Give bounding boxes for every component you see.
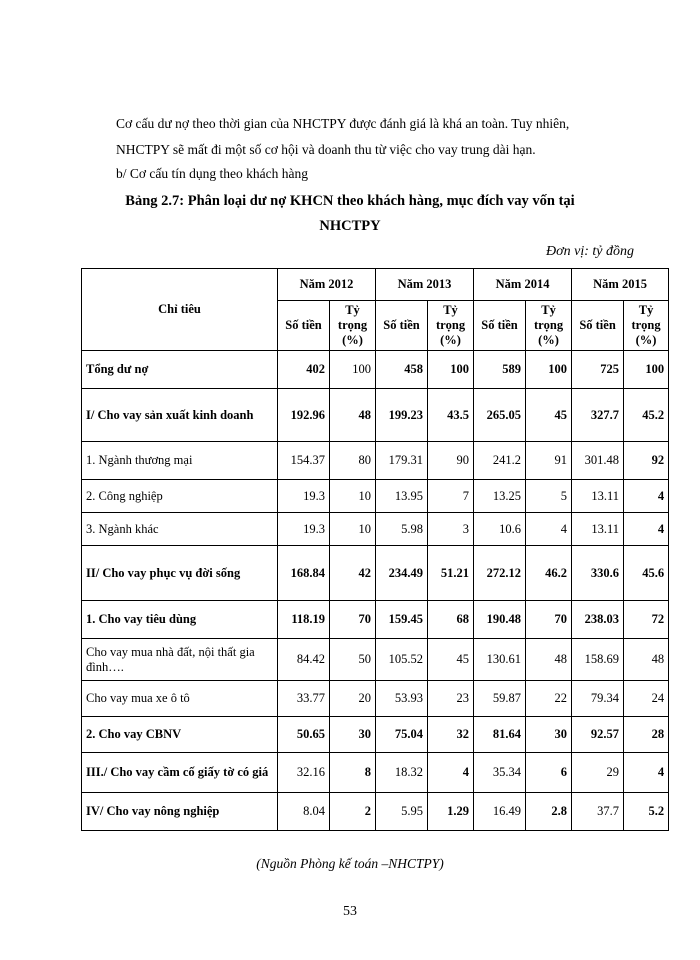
cell: 100 — [624, 351, 669, 389]
cell: 241.2 — [474, 442, 526, 480]
cell: 46.2 — [526, 546, 572, 601]
cell: 7 — [428, 480, 474, 513]
cell: 32.16 — [278, 753, 330, 793]
cell: 43.5 — [428, 389, 474, 442]
cell: 59.87 — [474, 681, 526, 717]
header-chi-tieu: Chỉ tiêu — [82, 269, 278, 351]
cell: 70 — [526, 601, 572, 639]
row-label: Tổng dư nợ — [82, 351, 278, 389]
cell: 48 — [624, 639, 669, 681]
cell: 10 — [330, 480, 376, 513]
cell: 301.48 — [572, 442, 624, 480]
cell: 30 — [330, 717, 376, 753]
row-label: II/ Cho vay phục vụ đời sống — [82, 546, 278, 601]
source-note: (Nguồn Phòng kế toán –NHCTPY) — [256, 856, 444, 871]
cell: 100 — [330, 351, 376, 389]
cell: 33.77 — [278, 681, 330, 717]
table-title-line-1: Bảng 2.7: Phân loại dư nợ KHCN theo khách hàng, mục đích vay vốn tại — [125, 193, 575, 209]
cell: 4 — [624, 753, 669, 793]
cell: 29 — [572, 753, 624, 793]
cell: 8 — [330, 753, 376, 793]
table-row — [82, 639, 669, 681]
row-label: III./ Cho vay cầm cố giấy tờ có giá — [82, 753, 278, 793]
row-label: Cho vay mua xe ô tô — [82, 681, 278, 717]
cell: 68 — [428, 601, 474, 639]
cell: 159.45 — [376, 601, 428, 639]
cell: 192.96 — [278, 389, 330, 442]
cell: 81.64 — [474, 717, 526, 753]
cell: 402 — [278, 351, 330, 389]
cell: 4 — [624, 513, 669, 546]
cell: 30 — [526, 717, 572, 753]
cell: 92.57 — [572, 717, 624, 753]
cell: 80 — [330, 442, 376, 480]
cell: 330.6 — [572, 546, 624, 601]
cell: 45.2 — [624, 389, 669, 442]
cell: 70 — [330, 601, 376, 639]
cell: 2.8 — [526, 793, 572, 831]
cell: 51.21 — [428, 546, 474, 601]
cell: 272.12 — [474, 546, 526, 601]
cell: 179.31 — [376, 442, 428, 480]
cell: 18.32 — [376, 753, 428, 793]
header-year-2015: Năm 2015 — [572, 269, 669, 301]
cell: 158.69 — [572, 639, 624, 681]
header-year-2013: Năm 2013 — [376, 269, 474, 301]
cell: 92 — [624, 442, 669, 480]
table-row — [82, 389, 669, 442]
cell: 13.25 — [474, 480, 526, 513]
cell: 168.84 — [278, 546, 330, 601]
cell: 3 — [428, 513, 474, 546]
cell: 589 — [474, 351, 526, 389]
cell: 79.34 — [572, 681, 624, 717]
paragraph-line-1: Cơ cấu dư nợ theo thời gian của NHCTPY được đánh giá là khá an toàn. Tuy nhiên, — [116, 116, 570, 131]
section-heading: b/ Cơ cấu tín dụng theo khách hàng — [116, 166, 308, 181]
cell: 23 — [428, 681, 474, 717]
row-label: 3. Ngành khác — [82, 513, 278, 546]
cell: 13.11 — [572, 513, 624, 546]
cell: 4 — [526, 513, 572, 546]
cell: 22 — [526, 681, 572, 717]
header-pct: Tỷ trọng (%) — [526, 301, 572, 351]
cell: 5.95 — [376, 793, 428, 831]
cell: 725 — [572, 351, 624, 389]
cell: 72 — [624, 601, 669, 639]
table-row — [82, 442, 669, 480]
table-row — [82, 513, 669, 546]
row-label: 1. Cho vay tiêu dùng — [82, 601, 278, 639]
cell: 19.3 — [278, 480, 330, 513]
cell: 6 — [526, 753, 572, 793]
header-year-2014: Năm 2014 — [474, 269, 572, 301]
cell: 10 — [330, 513, 376, 546]
cell: 190.48 — [474, 601, 526, 639]
cell: 42 — [330, 546, 376, 601]
cell: 327.7 — [572, 389, 624, 442]
header-amount: Số tiền — [474, 301, 526, 351]
cell: 105.52 — [376, 639, 428, 681]
cell: 50 — [330, 639, 376, 681]
header-row-years — [82, 269, 669, 301]
unit-label: Đơn vị: tỷ đồng — [546, 244, 634, 259]
cell: 13.11 — [572, 480, 624, 513]
table-title-line-2: NHCTPY — [319, 218, 381, 234]
cell: 265.05 — [474, 389, 526, 442]
paragraph-line-2: NHCTPY sẽ mất đi một số cơ hội và doanh thu từ việc cho vay trung dài hạn. — [116, 142, 536, 157]
page-number: 53 — [343, 904, 357, 919]
cell: 10.6 — [474, 513, 526, 546]
cell: 90 — [428, 442, 474, 480]
cell: 100 — [428, 351, 474, 389]
cell: 13.95 — [376, 480, 428, 513]
cell: 154.37 — [278, 442, 330, 480]
cell: 35.34 — [474, 753, 526, 793]
row-label: 2. Cho vay CBNV — [82, 717, 278, 753]
cell: 37.7 — [572, 793, 624, 831]
row-label: 2. Công nghiệp — [82, 480, 278, 513]
cell: 48 — [330, 389, 376, 442]
cell: 16.49 — [474, 793, 526, 831]
cell: 234.49 — [376, 546, 428, 601]
row-label: I/ Cho vay sản xuất kinh doanh — [82, 389, 278, 442]
cell: 50.65 — [278, 717, 330, 753]
cell: 20 — [330, 681, 376, 717]
row-label: Cho vay mua nhà đất, nội thất gia đình…. — [82, 639, 278, 681]
table-row — [82, 546, 669, 601]
header-amount: Số tiền — [278, 301, 330, 351]
cell: 45.6 — [624, 546, 669, 601]
header-year-2012: Năm 2012 — [278, 269, 376, 301]
cell: 5.98 — [376, 513, 428, 546]
row-label: IV/ Cho vay nông nghiệp — [82, 793, 278, 831]
table-row — [82, 793, 669, 831]
header-amount: Số tiền — [376, 301, 428, 351]
row-label: 1. Ngành thương mại — [82, 442, 278, 480]
table-row — [82, 681, 669, 717]
table-row — [82, 351, 669, 389]
cell: 1.29 — [428, 793, 474, 831]
loan-table — [81, 268, 669, 831]
header-pct: Tỷ trọng (%) — [330, 301, 376, 351]
table-row — [82, 601, 669, 639]
cell: 32 — [428, 717, 474, 753]
cell: 28 — [624, 717, 669, 753]
cell: 24 — [624, 681, 669, 717]
header-pct: Tỷ trọng (%) — [624, 301, 669, 351]
table-row — [82, 753, 669, 793]
cell: 45 — [526, 389, 572, 442]
header-pct: Tỷ trọng (%) — [428, 301, 474, 351]
table-row — [82, 717, 669, 753]
cell: 238.03 — [572, 601, 624, 639]
cell: 118.19 — [278, 601, 330, 639]
cell: 48 — [526, 639, 572, 681]
cell: 5.2 — [624, 793, 669, 831]
cell: 45 — [428, 639, 474, 681]
cell: 199.23 — [376, 389, 428, 442]
cell: 130.61 — [474, 639, 526, 681]
cell: 84.42 — [278, 639, 330, 681]
cell: 53.93 — [376, 681, 428, 717]
cell: 2 — [330, 793, 376, 831]
cell: 458 — [376, 351, 428, 389]
cell: 91 — [526, 442, 572, 480]
header-amount: Số tiền — [572, 301, 624, 351]
cell: 4 — [428, 753, 474, 793]
cell: 8.04 — [278, 793, 330, 831]
table-row — [82, 480, 669, 513]
cell: 19.3 — [278, 513, 330, 546]
cell: 75.04 — [376, 717, 428, 753]
cell: 5 — [526, 480, 572, 513]
cell: 100 — [526, 351, 572, 389]
cell: 4 — [624, 480, 669, 513]
